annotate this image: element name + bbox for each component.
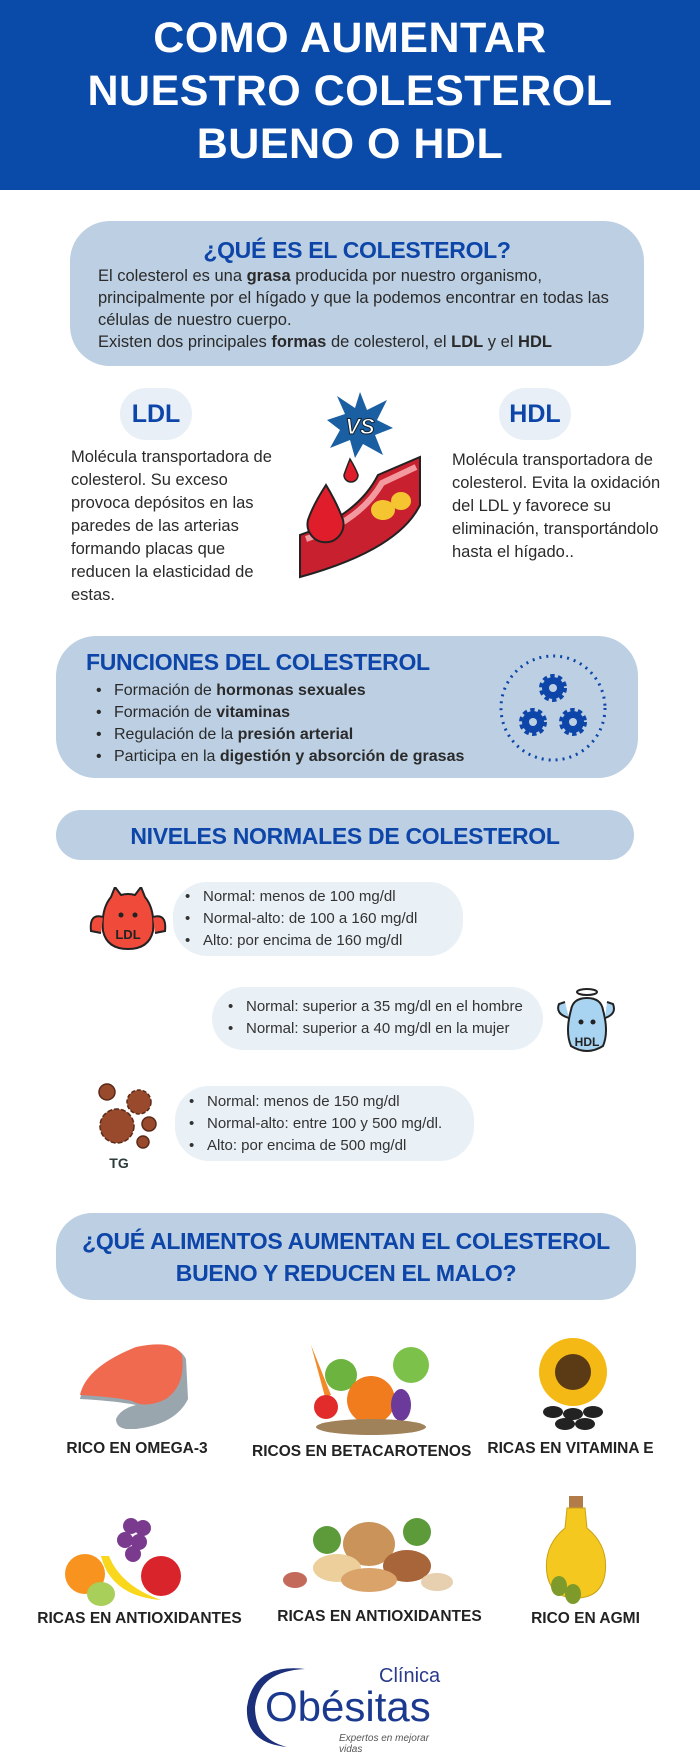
text: grasa bbox=[246, 267, 291, 285]
list-item: • Normal: superior a 40 mg/dl en la mujer bbox=[228, 1018, 531, 1040]
funciones-box bbox=[56, 636, 638, 778]
badge-text: LDL bbox=[115, 927, 141, 942]
list-item: • Alto: por encima de 500 mg/dl bbox=[189, 1135, 462, 1157]
artery-blood-icon bbox=[298, 455, 423, 580]
vs-text: VS bbox=[345, 414, 375, 439]
triglycerides-icon bbox=[89, 1080, 163, 1172]
hdl-angel-icon bbox=[553, 982, 619, 1056]
food-label: RICO EN AGMI bbox=[531, 1610, 640, 1627]
food-label: RICAS EN VITAMINA E bbox=[487, 1440, 654, 1457]
sunflower-icon bbox=[533, 1334, 615, 1432]
text: formas bbox=[271, 333, 327, 351]
title-line: COMO AUMENTAR bbox=[153, 14, 547, 62]
logo-top: Clínica bbox=[379, 1665, 441, 1687]
list-item: • Participa en la digestión y absorción de grasas bbox=[96, 746, 464, 768]
vegetables-icon bbox=[301, 1335, 441, 1435]
list-item: • Formación de hormonas sexuales bbox=[96, 680, 464, 702]
title-line: NUESTRO COLESTEROL bbox=[87, 67, 613, 115]
list-item: • Alto: por encima de 160 mg/dl bbox=[185, 930, 451, 952]
text: y el bbox=[483, 333, 519, 351]
section-title: ¿QUÉ ALIMENTOS AUMENTAN EL COLESTEROL bbox=[82, 1228, 610, 1254]
header-banner bbox=[0, 0, 700, 190]
logo-tagline: Expertos en mejorar vidas bbox=[339, 1733, 430, 1755]
fruits-icon bbox=[61, 1496, 191, 1608]
list-item: • Normal-alto: de 100 a 160 mg/dl bbox=[185, 908, 451, 930]
title-line: BUENO O HDL bbox=[196, 120, 504, 168]
hdl-badge: HDL bbox=[499, 388, 571, 440]
hdl-levels-bubble bbox=[212, 987, 543, 1050]
niveles-box bbox=[56, 810, 634, 860]
text: El colesterol es una bbox=[98, 267, 247, 285]
que-es-box bbox=[70, 221, 644, 366]
food-label: RICAS EN ANTIOXIDANTES bbox=[37, 1610, 242, 1627]
list-item: • Normal-alto: entre 100 y 500 mg/dl. bbox=[189, 1113, 462, 1135]
ldl-devil-icon bbox=[89, 887, 167, 951]
list-item: • Normal: menos de 100 mg/dl bbox=[185, 886, 451, 908]
list-item: • Regulación de la presión arterial bbox=[96, 724, 464, 746]
nuts-icon bbox=[277, 1500, 463, 1600]
food-label: RICAS EN ANTIOXIDANTES bbox=[277, 1608, 482, 1625]
logo-name: Obésitas bbox=[265, 1683, 431, 1730]
clinic-logo bbox=[243, 1663, 453, 1755]
ldl-description: Molécula transportadora de colesterol. Su exceso provoca depósitos en las paredes de las arterias formando placas que reducen la elasticidad de estas. bbox=[71, 448, 272, 604]
text: producida por nuestro organismo, principalmente por el hígado y que la podemos encontrar en todas las células de nuestro cuerpo. bbox=[98, 267, 609, 329]
gears-icon bbox=[497, 652, 609, 764]
olive-oil-icon bbox=[533, 1494, 617, 1606]
tg-levels-bubble bbox=[175, 1086, 474, 1161]
text: LDL bbox=[451, 333, 484, 351]
text: Existen dos principales bbox=[98, 333, 272, 351]
list-item: • Normal: superior a 35 mg/dl en el hombre bbox=[228, 996, 531, 1018]
text: de colesterol, el bbox=[326, 333, 452, 351]
section-title: BUENO Y REDUCEN EL MALO? bbox=[175, 1260, 517, 1286]
salmon-icon bbox=[76, 1339, 192, 1429]
list-item: • Formación de vitaminas bbox=[96, 702, 464, 724]
food-label: RICO EN OMEGA-3 bbox=[66, 1440, 208, 1457]
food-label: RICOS EN BETACAROTENOS bbox=[252, 1443, 472, 1460]
vs-icon bbox=[325, 390, 395, 460]
badge-text: HDL bbox=[574, 1035, 600, 1049]
text: HDL bbox=[518, 333, 552, 351]
badge-text: TG bbox=[109, 1155, 129, 1171]
section-title: NIVELES NORMALES DE COLESTEROL bbox=[130, 823, 560, 849]
list-item: • Normal: menos de 150 mg/dl bbox=[189, 1091, 462, 1113]
alimentos-box bbox=[56, 1213, 636, 1300]
section-title: ¿QUÉ ES EL COLESTEROL? bbox=[203, 237, 511, 263]
section-title: FUNCIONES DEL COLESTEROL bbox=[86, 649, 430, 675]
hdl-description: Molécula transportadora de colesterol. Evita la oxidación del LDL y favorece su eliminación, transportándolo hasta el hígado.. bbox=[452, 451, 661, 561]
ldl-badge: LDL bbox=[120, 388, 192, 440]
que-es-text bbox=[98, 265, 628, 353]
ldl-levels-bubble bbox=[173, 882, 463, 956]
